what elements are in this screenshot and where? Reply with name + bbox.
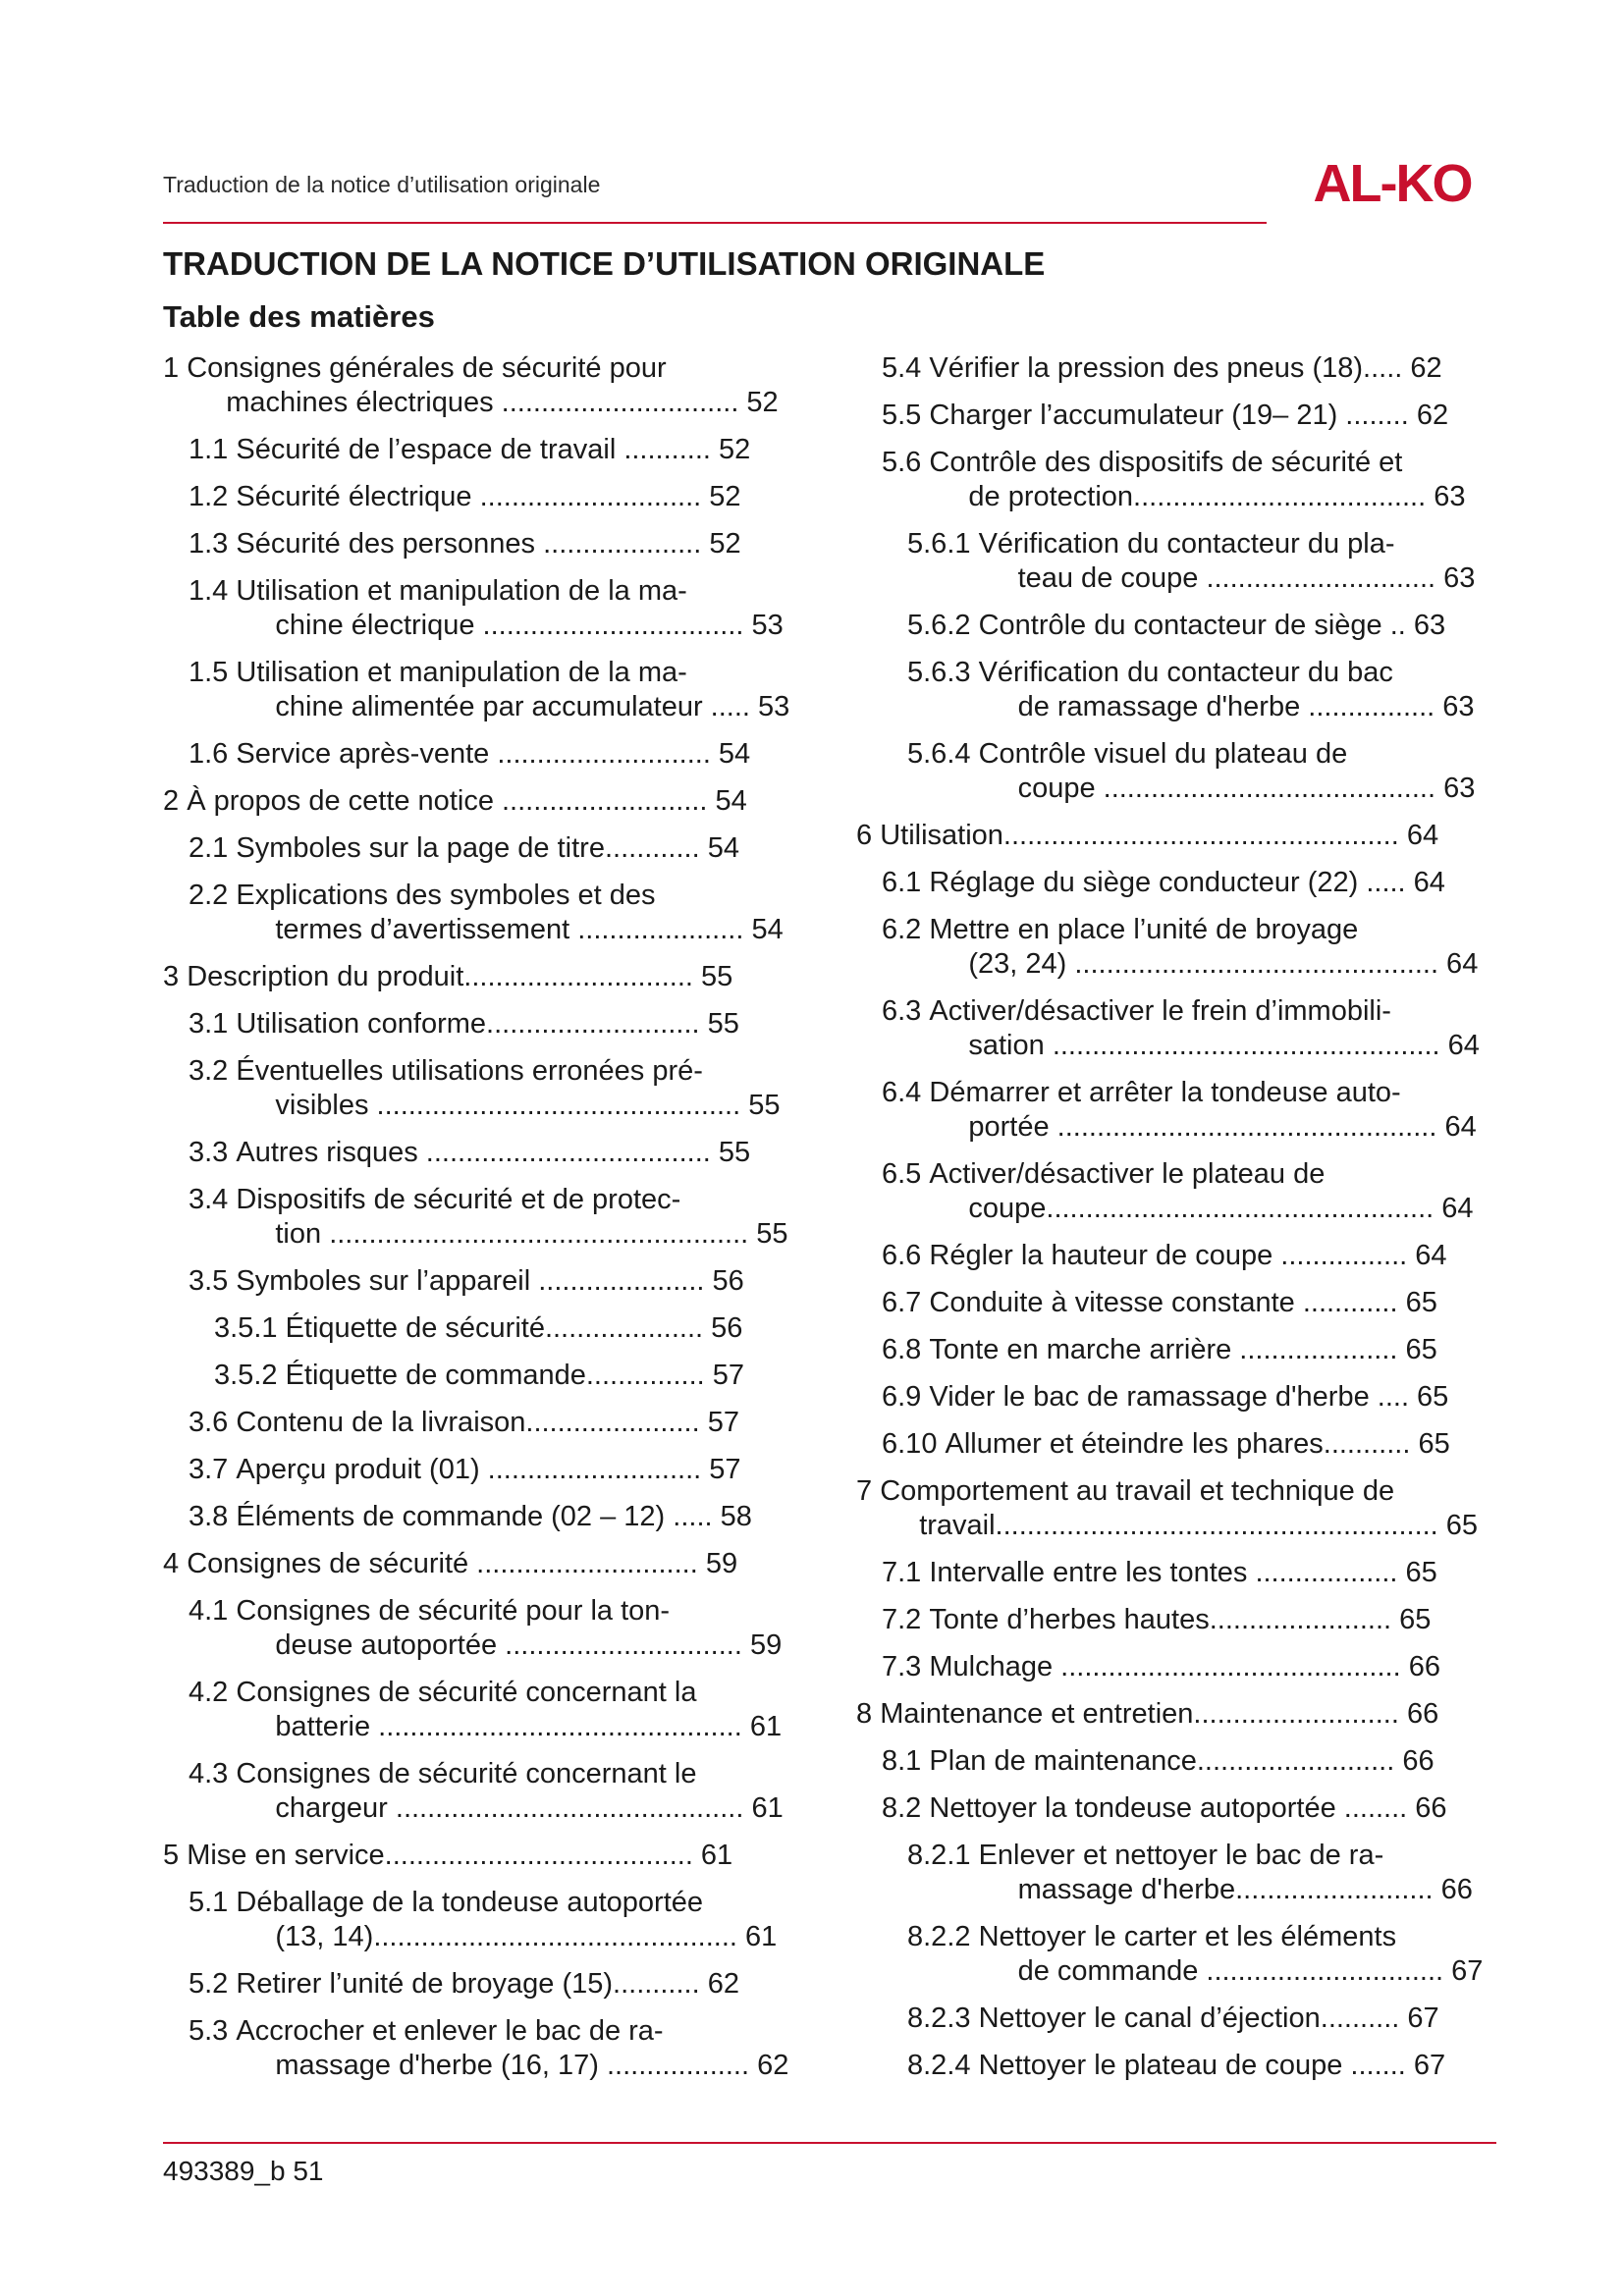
toc-entry-number: 3.6 xyxy=(189,1407,237,1438)
toc-entry-text: Utilisation et manipulation de la ma- xyxy=(236,575,687,607)
toc-entry-number: 5.6.2 xyxy=(907,610,979,641)
toc-entry-number: 5 xyxy=(163,1840,188,1871)
svg-text:AL-KO: AL-KO xyxy=(1313,157,1472,208)
toc-entry-text: Nettoyer le carter et les éléments xyxy=(978,1921,1397,1952)
toc-entry-text: (23, 24) .............................................. 64 xyxy=(968,948,1479,980)
toc-entry-number: 6.3 xyxy=(882,995,930,1027)
toc-entry[interactable] xyxy=(856,913,1479,982)
toc-entry[interactable] xyxy=(163,1406,795,1440)
toc-entry-number: 3.5.2 xyxy=(214,1360,286,1391)
toc-entry-number: 1.6 xyxy=(189,738,237,770)
toc-entry[interactable] xyxy=(163,1757,795,1826)
toc-entry[interactable] xyxy=(163,1136,795,1170)
toc-entry[interactable] xyxy=(163,1453,795,1487)
toc-entry-number: 5.6.4 xyxy=(907,738,979,770)
toc-entry-text: coupe .......................................... 63 xyxy=(1017,773,1476,804)
toc-entry[interactable] xyxy=(856,351,1459,386)
toc-entry-text: visibles .............................................. 55 xyxy=(275,1090,781,1121)
toc-entry-text: Sécurité de l’espace de travail ........... 52 xyxy=(236,434,751,465)
toc-entry-text: Sécurité électrique ............................ 52 xyxy=(236,481,741,512)
toc-entry[interactable] xyxy=(856,1697,1459,1732)
toc-entry-number: 7.1 xyxy=(882,1557,930,1588)
toc-entry[interactable] xyxy=(163,1264,795,1299)
toc-entry-number: 3.5 xyxy=(189,1265,237,1297)
toc-entry-text: termes d’avertissement ..................... 54 xyxy=(275,914,784,945)
toc-entry[interactable] xyxy=(163,1007,795,1041)
toc-entry-number: 8.2.3 xyxy=(907,2002,979,2034)
toc-entry-number: 8.2.4 xyxy=(907,2050,979,2081)
toc-entry-text: Comportement au travail et technique de xyxy=(880,1475,1395,1507)
toc-entry-text: teau de coupe ............................. 63 xyxy=(1017,562,1476,594)
toc-entry-text: Autres risques .................................... 55 xyxy=(236,1137,751,1168)
toc-entry-number: 3.2 xyxy=(189,1055,237,1087)
toc-entry-text: Description du produit............................. 55 xyxy=(187,961,733,992)
toc-entry-number: 4.3 xyxy=(189,1758,237,1789)
toc-entry-number: 6.8 xyxy=(882,1334,930,1365)
toc-entry-text: machines électriques .............................. 52 xyxy=(226,387,779,418)
toc-entry[interactable] xyxy=(163,1500,795,1534)
toc-entry[interactable] xyxy=(163,737,795,772)
toc-entry-number: 6 xyxy=(856,820,881,851)
toc-entry[interactable] xyxy=(856,1920,1484,1989)
toc-entry-text: Tonte en marche arrière .................... 65 xyxy=(929,1334,1437,1365)
toc-entry-text: Déballage de la tondeuse autoportée xyxy=(236,1887,704,1918)
toc-entry[interactable] xyxy=(856,1239,1459,1273)
toc-entry-text: chine alimentée par accumulateur ..... 53 xyxy=(275,691,790,722)
toc-entry[interactable] xyxy=(856,656,1475,724)
toc-entry[interactable] xyxy=(856,446,1466,514)
toc-entry[interactable] xyxy=(856,1650,1459,1684)
toc-entry-number: 6.6 xyxy=(882,1240,930,1271)
toc-entry-text: Allumer et éteindre les phares........... 65 xyxy=(945,1428,1450,1460)
toc-entry-number: 7.2 xyxy=(882,1604,930,1635)
toc-entry-text: Accrocher et enlever le bac de ra- xyxy=(236,2015,664,2047)
toc-entry-text: Vérification du contacteur du bac xyxy=(978,657,1393,688)
toc-left-column xyxy=(163,351,795,2096)
toc-entry[interactable] xyxy=(163,831,795,866)
toc-entry-number: 5.4 xyxy=(882,352,930,384)
toc-entry-text: Symboles sur la page de titre............ 54 xyxy=(236,832,739,864)
toc-entry[interactable] xyxy=(163,960,795,994)
toc-entry-number: 5.5 xyxy=(882,400,930,431)
toc-entry-number: 2.1 xyxy=(189,832,237,864)
toc-entry-text: Explications des symboles et des xyxy=(236,880,656,911)
toc-entry[interactable] xyxy=(163,1547,795,1581)
toc-entry-number: 3.4 xyxy=(189,1184,237,1215)
running-header: Traduction de la notice d’utilisation originale xyxy=(163,172,601,197)
toc-entry-text: Maintenance et entretien.......................... 66 xyxy=(880,1698,1439,1730)
toc-entry-text: Nettoyer le plateau de coupe ....... 67 xyxy=(978,2050,1446,2081)
toc-entry-number: 8.1 xyxy=(882,1745,930,1777)
toc-entry-text: Tonte d’herbes hautes....................... 65 xyxy=(929,1604,1432,1635)
toc-entry[interactable] xyxy=(856,1744,1459,1779)
toc-entry-text: Sécurité des personnes .................... 52 xyxy=(236,528,741,560)
toc-entry-text: de ramassage d'herbe ................ 63 xyxy=(1017,691,1475,722)
toc-entry-number: 5.3 xyxy=(189,2015,237,2047)
toc-entry-number: 1.2 xyxy=(189,481,237,512)
toc-entry-number: 6.2 xyxy=(882,914,930,945)
toc-entry-number: 8.2.2 xyxy=(907,1921,979,1952)
toc-entry-text: Retirer l’unité de broyage (15)........... 62 xyxy=(236,1968,739,2000)
toc-entry[interactable] xyxy=(856,1839,1473,1907)
toc-entry[interactable] xyxy=(856,737,1476,806)
toc-entry-number: 3.8 xyxy=(189,1501,237,1532)
toc-entry-number: 1.4 xyxy=(189,575,237,607)
toc-entry[interactable] xyxy=(163,1839,795,1873)
toc-entry-text: Étiquette de commande............... 57 xyxy=(285,1360,745,1391)
toc-entry[interactable] xyxy=(856,1603,1459,1637)
toc-entry-number: 4 xyxy=(163,1548,188,1579)
toc-entry-number: 1.1 xyxy=(189,434,237,465)
toc-entry-text: Mettre en place l’unité de broyage xyxy=(929,914,1359,945)
toc-entry-text: Éléments de commande (02 – 12) ..... 58 xyxy=(236,1501,752,1532)
toc-entry-text: Charger l’accumulateur (19– 21) ........ 62 xyxy=(929,400,1449,431)
toc-entry-number: 2 xyxy=(163,785,188,817)
toc-entry-text: Régler la hauteur de coupe ................ 64 xyxy=(929,1240,1447,1271)
toc-entry-number: 1 xyxy=(163,352,188,384)
toc-entry-number: 3 xyxy=(163,961,188,992)
toc-entry-text: Éventuelles utilisations erronées pré- xyxy=(236,1055,703,1087)
toc-entry[interactable] xyxy=(163,784,795,819)
toc-entry-text: Nettoyer la tondeuse autoportée ........ 66 xyxy=(929,1792,1447,1824)
toc-entry[interactable] xyxy=(163,1886,795,1954)
footer-rule xyxy=(163,2142,1496,2144)
toc-entry[interactable] xyxy=(163,1359,795,1393)
toc-entry-number: 5.6.3 xyxy=(907,657,979,688)
toc-entry-text: Contenu de la livraison...................... 57 xyxy=(236,1407,739,1438)
toc-entry-text: (13, 14).............................................. 61 xyxy=(275,1921,778,1952)
alko-logo xyxy=(1289,157,1495,208)
toc-entry[interactable] xyxy=(856,1380,1459,1415)
toc-entry-text: Intervalle entre les tontes .................. 65 xyxy=(929,1557,1437,1588)
toc-entry-text: Aperçu produit (01) ........................... 57 xyxy=(236,1454,741,1485)
toc-entry-text: Vérification du contacteur du pla- xyxy=(978,528,1395,560)
toc-entry-number: 6.1 xyxy=(882,867,930,898)
toc-entry-text: Étiquette de sécurité.................... 56 xyxy=(285,1312,743,1344)
toc-entry[interactable] xyxy=(856,2049,1459,2083)
toc-entry-text: Vider le bac de ramassage d'herbe .... 65 xyxy=(929,1381,1449,1413)
toc-entry-number: 3.1 xyxy=(189,1008,237,1040)
toc-entry-number: 4.2 xyxy=(189,1677,237,1708)
toc-entry[interactable] xyxy=(163,1594,795,1663)
toc-entry[interactable] xyxy=(163,2014,795,2083)
toc-heading: Table des matières xyxy=(163,299,435,334)
toc-entry-number: 3.5.1 xyxy=(214,1312,286,1344)
toc-entry[interactable] xyxy=(856,1791,1459,1826)
toc-entry-number: 6.5 xyxy=(882,1158,930,1190)
toc-entry[interactable] xyxy=(163,527,795,561)
toc-entry-number: 5.6.1 xyxy=(907,528,979,560)
toc-entry-text: chine électrique ................................. 53 xyxy=(275,610,784,641)
toc-entry-text: Consignes de sécurité pour la ton- xyxy=(236,1595,671,1627)
toc-entry-text: batterie .............................................. 61 xyxy=(275,1711,783,1742)
toc-entry[interactable] xyxy=(163,1967,795,2002)
toc-entry[interactable] xyxy=(163,1183,795,1252)
toc-entry[interactable] xyxy=(856,1157,1474,1226)
toc-entry-text: Consignes de sécurité ............................ 59 xyxy=(187,1548,738,1579)
toc-entry[interactable] xyxy=(856,819,1459,853)
toc-entry-number: 1.3 xyxy=(189,528,237,560)
toc-entry-text: de commande .............................. 67 xyxy=(1017,1955,1484,1987)
toc-entry-number: 6.10 xyxy=(882,1428,946,1460)
toc-entry-number: 6.4 xyxy=(882,1077,930,1108)
toc-entry[interactable] xyxy=(163,1054,795,1123)
toc-entry-number: 8.2 xyxy=(882,1792,930,1824)
toc-entry-text: Dispositifs de sécurité et de protec- xyxy=(236,1184,681,1215)
toc-entry-text: À propos de cette notice .......................... 54 xyxy=(187,785,747,817)
toc-entry-text: Plan de maintenance......................... 66 xyxy=(929,1745,1435,1777)
toc-entry-number: 4.1 xyxy=(189,1595,237,1627)
toc-entry[interactable] xyxy=(163,1676,795,1744)
toc-entry[interactable] xyxy=(856,527,1476,596)
toc-entry[interactable] xyxy=(163,574,795,643)
toc-entry-text: massage d'herbe......................... 66 xyxy=(1017,1874,1473,1905)
toc-entry-text: Enlever et nettoyer le bac de ra- xyxy=(978,1840,1384,1871)
toc-entry[interactable] xyxy=(856,1474,1479,1543)
toc-entry[interactable] xyxy=(856,1427,1459,1462)
header-rule xyxy=(163,222,1267,224)
toc-entry-text: Utilisation.................................................. 64 xyxy=(880,820,1439,851)
toc-entry[interactable] xyxy=(163,433,795,467)
toc-entry-text: Conduite à vitesse constante ............ 65 xyxy=(929,1287,1437,1318)
toc-entry-number: 5.2 xyxy=(189,1968,237,2000)
toc-entry-text: Service après-vente ........................... 54 xyxy=(236,738,751,770)
toc-entry-number: 6.9 xyxy=(882,1381,930,1413)
toc-entry[interactable] xyxy=(856,609,1459,643)
toc-entry-text: coupe................................................. 64 xyxy=(968,1193,1474,1224)
toc-entry-number: 3.3 xyxy=(189,1137,237,1168)
toc-entry-number: 5.1 xyxy=(189,1887,237,1918)
toc-entry[interactable] xyxy=(163,480,795,514)
toc-entry-text: Symboles sur l’appareil ..................... 56 xyxy=(236,1265,744,1297)
toc-entry-number: 5.6 xyxy=(882,447,930,478)
document-title: TRADUCTION DE LA NOTICE D’UTILISATION ORIGINALE xyxy=(163,245,1046,282)
page-footer: 493389_b 51 xyxy=(163,2156,324,2186)
toc-entry-text: sation ................................................. 64 xyxy=(968,1030,1480,1061)
toc-entry-number: 3.7 xyxy=(189,1454,237,1485)
toc-entry-text: Vérifier la pression des pneus (18)..... 62 xyxy=(929,352,1442,384)
toc-entry-text: de protection..................................... 63 xyxy=(968,481,1466,512)
toc-entry-number: 8.2.1 xyxy=(907,1840,979,1871)
toc-entry[interactable] xyxy=(163,656,795,724)
toc-entry[interactable] xyxy=(163,879,795,947)
toc-entry-text: Activer/désactiver le plateau de xyxy=(929,1158,1326,1190)
toc-right-column xyxy=(856,351,1484,2096)
toc-entry-number: 7.3 xyxy=(882,1651,930,1682)
toc-entry-text: Consignes de sécurité concernant la xyxy=(236,1677,697,1708)
toc-entry-text: Mulchage ........................................... 66 xyxy=(929,1651,1440,1682)
toc-entry-number: 6.7 xyxy=(882,1287,930,1318)
toc-entry-text: Activer/désactiver le frein d’immobili- xyxy=(929,995,1391,1027)
toc-entry-text: Contrôle des dispositifs de sécurité et xyxy=(929,447,1403,478)
toc-entry[interactable] xyxy=(856,994,1480,1063)
toc-entry-text: Nettoyer le canal d’éjection.......... 67 xyxy=(978,2002,1439,2034)
toc-entry-text: Mise en service....................................... 61 xyxy=(187,1840,733,1871)
toc-entry-text: Démarrer et arrêter la tondeuse auto- xyxy=(929,1077,1401,1108)
toc-entry[interactable] xyxy=(163,351,795,420)
toc-entry-text: chargeur ............................................ 61 xyxy=(275,1792,784,1824)
toc-entry-text: Réglage du siège conducteur (22) ..... 64 xyxy=(929,867,1445,898)
toc-entry[interactable] xyxy=(856,866,1459,900)
toc-entry[interactable] xyxy=(856,2002,1459,2036)
toc-entry-number: 1.5 xyxy=(189,657,237,688)
toc-entry-number: 8 xyxy=(856,1698,881,1730)
toc-entry-text: Utilisation conforme........................... 55 xyxy=(236,1008,739,1040)
toc-entry[interactable] xyxy=(856,1333,1459,1367)
toc-entry-text: Utilisation et manipulation de la ma- xyxy=(236,657,687,688)
toc-entry[interactable] xyxy=(163,1311,795,1346)
toc-entry-text: Contrôle du contacteur de siège .. 63 xyxy=(978,610,1446,641)
toc-entry-text: portée ................................................ 64 xyxy=(968,1111,1477,1143)
toc-entry-text: Consignes générales de sécurité pour xyxy=(187,352,667,384)
toc-entry[interactable] xyxy=(856,1076,1477,1145)
toc-entry-text: travail........................................................ 65 xyxy=(919,1510,1479,1541)
toc-entry[interactable] xyxy=(856,1556,1459,1590)
toc-entry-text: Consignes de sécurité concernant le xyxy=(236,1758,697,1789)
toc-entry-text: tion ..................................................... 55 xyxy=(275,1218,788,1250)
toc-entry-number: 7 xyxy=(856,1475,881,1507)
toc-entry-text: deuse autoportée .............................. 59 xyxy=(275,1629,783,1661)
toc-entry-text: Contrôle visuel du plateau de xyxy=(978,738,1348,770)
toc-entry-number: 2.2 xyxy=(189,880,237,911)
toc-entry[interactable] xyxy=(856,399,1459,433)
toc-entry[interactable] xyxy=(856,1286,1459,1320)
toc-entry-text: massage d'herbe (16, 17) .................. 62 xyxy=(275,2050,789,2081)
